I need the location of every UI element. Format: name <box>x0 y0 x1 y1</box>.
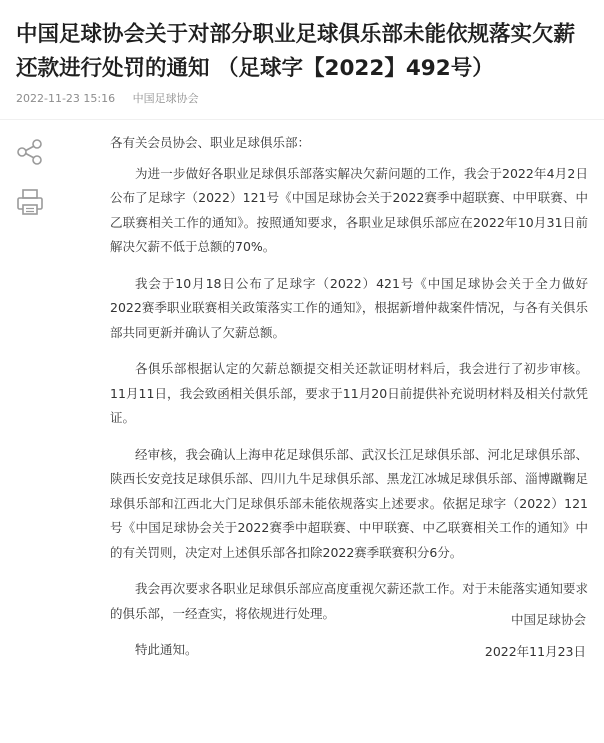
print-icon[interactable] <box>14 186 46 218</box>
article-body <box>110 131 588 675</box>
body-paragraph-1: 为进一步做好各职业足球俱乐部落实解决欠薪问题的工作，我会于2022年4月2日公布了足球字（2022）121号《中国足球协会关于2022赛季中超联赛、中甲联赛、中乙联赛相关工作的通知》。按照通知要求，各职业足球俱乐部应在2022年10月31日前解决欠薪不低于总额的70%。 <box>110 165 588 254</box>
body-paragraph-3: 各俱乐部根据认定的欠薪总额提交相关还款证明材料后，我会进行了初步审核。11月11日，我会致函相关俱乐部，要求于11月20日前提供补充说明材料及相关付款凭证。 <box>110 361 588 425</box>
article-source[interactable]: 中国足球协会 <box>132 92 199 105</box>
header-divider <box>0 119 604 120</box>
body-paragraph-4: 经审核，我会确认上海申花足球俱乐部、武汉长江足球俱乐部、河北足球俱乐部、陕西长安竞技足球俱乐部、四川九牛足球俱乐部、黑龙江冰城足球俱乐部、淄博蹴鞠足球俱乐部和江西北大门足球俱乐部未能依规落实上述要求。依据足球字（2022）121号《中国足球协会关于2022赛季中超联赛、中甲联赛、中乙联赛相关工作的通知》中的有关罚则，决定对上述俱乐部各扣除2022赛季联赛积分6分。 <box>110 446 588 560</box>
salutation: 各有关会员协会、职业足球俱乐部： <box>110 135 311 150</box>
share-icon[interactable] <box>14 136 46 168</box>
signer: 中国足球协会 <box>510 612 586 627</box>
closing-line: 特此通知。 <box>135 642 198 657</box>
sign-date: 2022年11月23日 <box>484 644 586 659</box>
article-tools <box>14 136 46 236</box>
article-meta <box>16 90 199 106</box>
body-paragraph-5: 我会再次要求各职业足球俱乐部应高度重视欠薪还款工作。对于未能落实通知要求的俱乐部，一经查实，将依规进行处理。 <box>110 581 588 621</box>
publish-datetime: 2022-11-23 15:16 <box>16 92 116 105</box>
body-paragraph-2: 我会于10月18日公布了足球字（2022）421号《中国足球协会关于全力做好2022赛季职业联赛相关政策落实工作的通知》，根据新增仲裁案件情况，与各有关俱乐部共同更新并确认了欠薪总额。 <box>110 275 588 340</box>
article-title: 中国足球协会关于对部分职业足球俱乐部未能依规落实欠薪还款进行处罚的通知 （足球字【2022】492号） <box>16 22 576 81</box>
